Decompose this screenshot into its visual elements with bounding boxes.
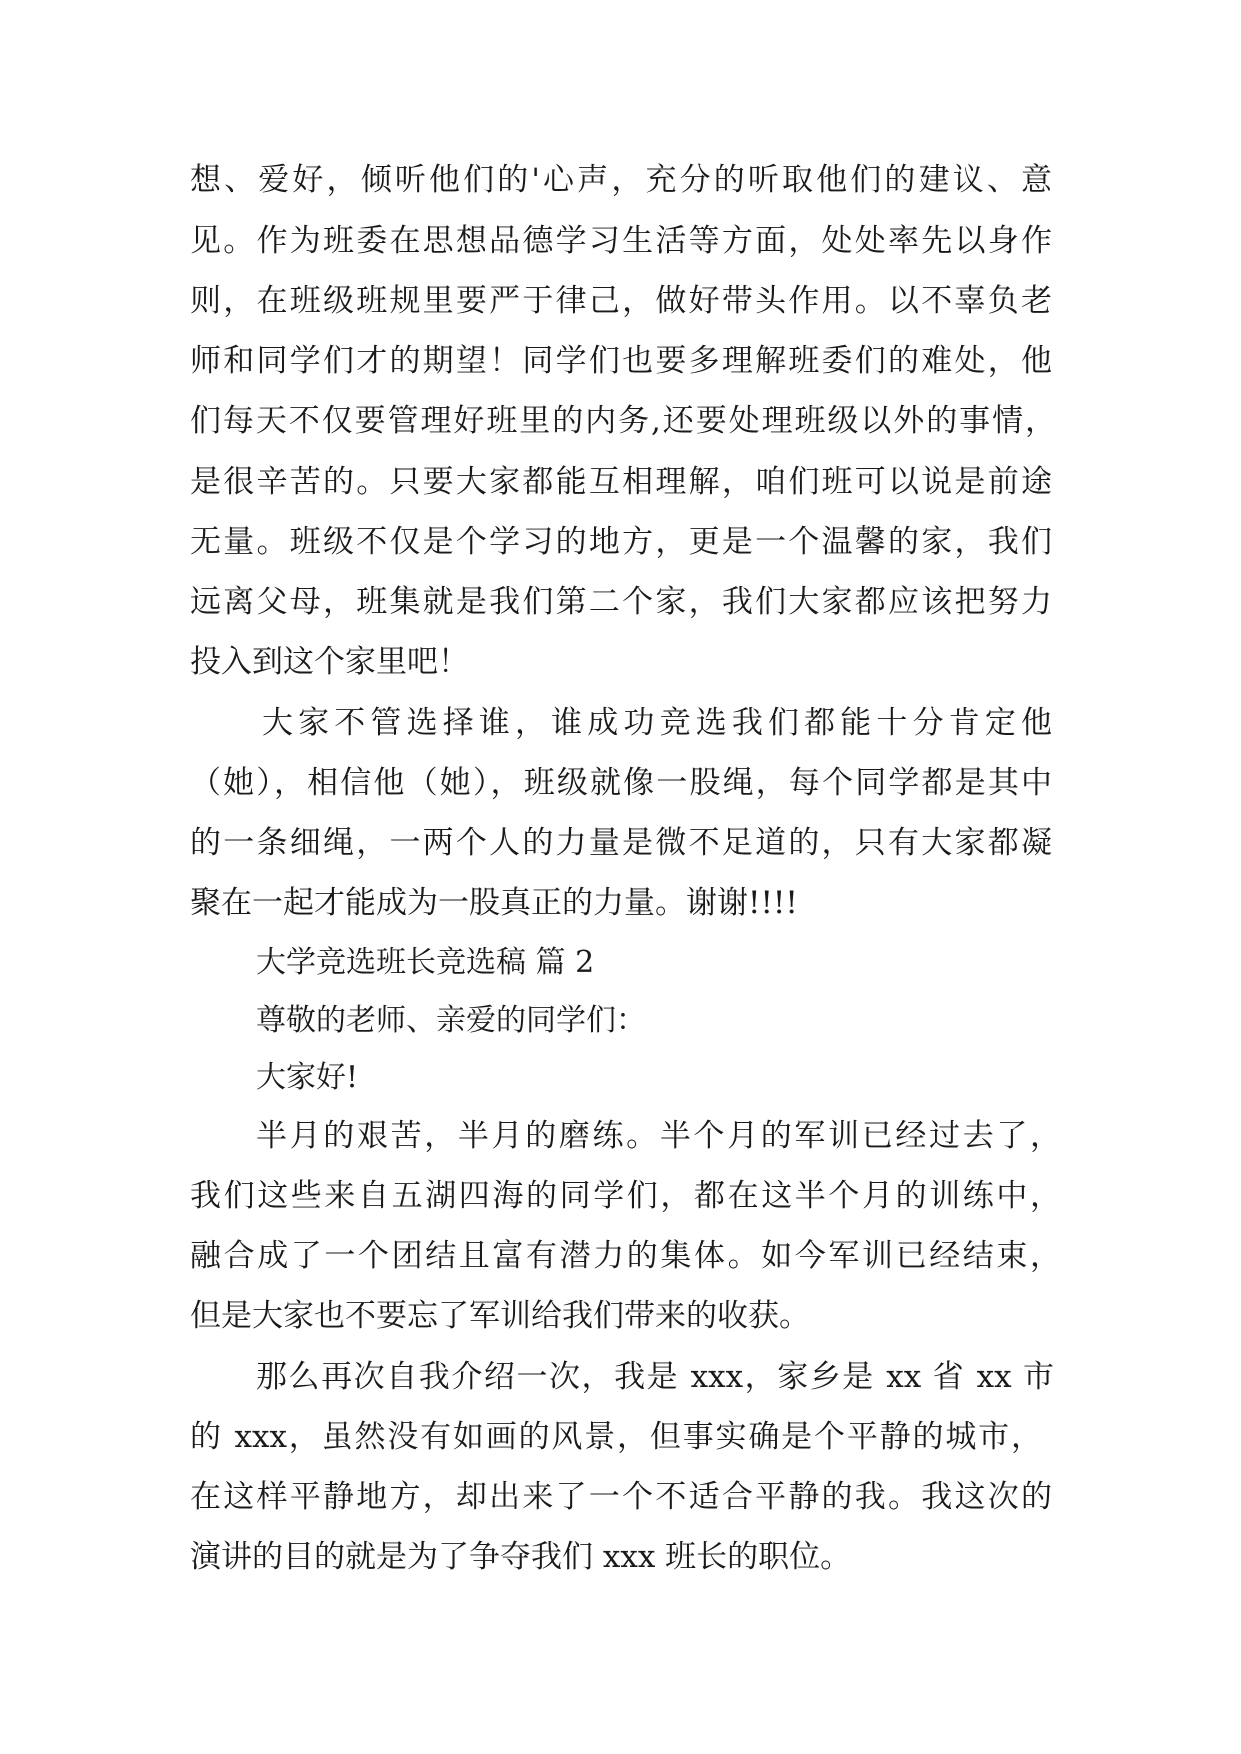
text-line: 无量。班级不仅是个学习的地方，更是一个温馨的家，我们 bbox=[190, 524, 1052, 560]
text-line: 我们这些来自五湖四海的同学们，都在这半个月的训练中， bbox=[190, 1178, 1061, 1214]
text-line: 是很辛苦的。只要大家都能互相理解，咱们班可以说是前途 bbox=[190, 464, 1052, 500]
greeting: 大家好! bbox=[256, 1060, 359, 1095]
text-line: 们每天不仅要管理好班里的内务,还要处理班级以外的事情， bbox=[190, 403, 1056, 439]
text-line: 但是大家也不要忘了军训给我们带来的收获。 bbox=[190, 1298, 810, 1334]
text-line: 投入到这个家里吧！ bbox=[190, 644, 469, 680]
salutation: 尊敬的老师、亲爱的同学们： bbox=[256, 1003, 646, 1038]
section-heading: 大学竞选班长竞选稿 篇 2 bbox=[256, 945, 595, 980]
text-line: 想、爱好，倾听他们的'心声，充分的听取他们的建议、意 bbox=[190, 162, 1052, 198]
text-line: 师和同学们才的期望！同学们也要多理解班委们的难处，他 bbox=[190, 343, 1052, 379]
text-line: 远离父母，班集就是我们第二个家，我们大家都应该把努力 bbox=[190, 584, 1052, 620]
text-line: 的一条细绳，一两个人的力量是微不足道的，只有大家都凝 bbox=[190, 825, 1052, 861]
text-line: 大家不管选择谁，谁成功竞选我们都能十分肯定他 bbox=[262, 705, 1052, 741]
text-line: 聚在一起才能成为一股真正的力量。谢谢!!!! bbox=[190, 885, 798, 921]
text-line: 在这样平静地方，却出来了一个不适合平静的我。我这次的 bbox=[190, 1479, 1052, 1515]
text-line: 的 xxx，虽然没有如画的风景，但事实确是个平静的城市， bbox=[190, 1419, 1042, 1455]
text-line: 那么再次自我介绍一次，我是 xxx，家乡是 xx 省 xx 市 bbox=[256, 1359, 1054, 1395]
text-line: 见。作为班委在思想品德学习生活等方面，处处率先以身作 bbox=[190, 223, 1052, 259]
text-line: 融合成了一个团结且富有潜力的集体。如今军训已经结束， bbox=[190, 1238, 1061, 1274]
text-line: 则，在班级班规里要严于律己，做好带头作用。以不辜负老 bbox=[190, 283, 1052, 319]
text-line: （她），相信他（她），班级就像一股绳，每个同学都是其中 bbox=[190, 765, 1052, 801]
text-line: 演讲的目的就是为了争夺我们 xxx 班长的职位。 bbox=[190, 1539, 852, 1575]
text-line: 半月的艰苦，半月的磨练。半个月的军训已经过去了， bbox=[256, 1118, 1061, 1154]
